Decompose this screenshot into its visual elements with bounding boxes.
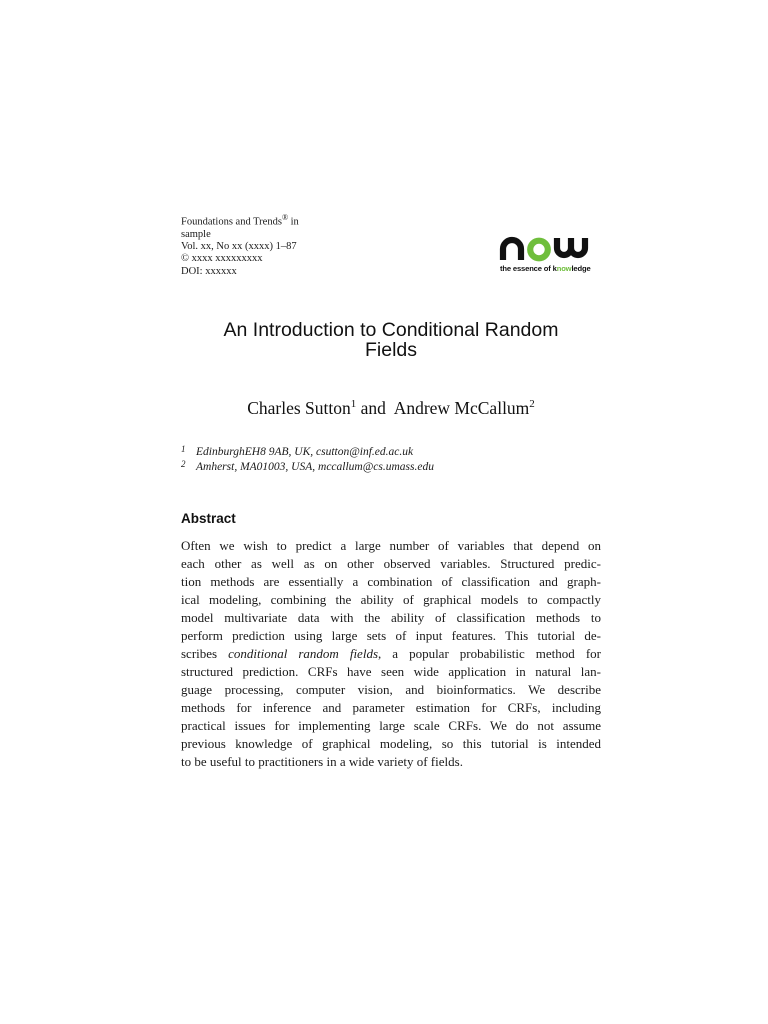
copyright-line: © xxxx xxxxxxxxx: [181, 253, 263, 265]
volume-info: Vol. xx, No xx (xxxx) 1–87: [181, 241, 297, 253]
abstract-line: ical modeling, combining the ability of graphical models to compactly: [181, 592, 601, 607]
now-wordmark-logo: [497, 232, 601, 262]
abstract-line: perform prediction using large sets of input features. This tutorial de-: [181, 628, 601, 643]
author-name: Andrew McCallum: [393, 398, 530, 418]
affiliation-item: 1 EdinburghEH8 9AB, UK, csutton@inf.ed.ac.uk: [181, 444, 414, 458]
abstract-line: model multivariate data with the ability of classification methods to: [181, 610, 601, 625]
affiliation-mark: 2: [529, 398, 535, 410]
abstract-line: Often we wish to predict a large number of variables that depend on: [181, 538, 601, 553]
affiliation-mark: 1: [350, 398, 357, 410]
abstract-body: [181, 537, 601, 771]
abstract-line: each other as well as on other observed variables. Structured predic-: [181, 556, 601, 571]
author-list: Charles Sutton$^1$ and Andrew McCallum$^2$: [247, 398, 535, 418]
journal-subtitle: sample: [181, 228, 211, 240]
author-name: Charles Sutton: [247, 398, 351, 418]
affiliation-item: 2 Amherst, MA01003, USA, mccallum@cs.umass.edu: [181, 459, 434, 473]
logo-tagline: the essence of knowledge: [500, 264, 591, 273]
publication-info: [181, 212, 381, 278]
abstract-line: structured prediction. CRFs have seen wide application in natural lan-: [181, 664, 601, 679]
copyright-symbol: ©: [181, 253, 189, 265]
journal-name: Foundations and Trends® in: [181, 213, 299, 228]
abstract-line: guage processing, computer vision, and bioinformatics. We describe: [181, 682, 601, 697]
doi: DOI: xxxxxx: [181, 265, 237, 277]
abstract-heading: Abstract: [181, 511, 236, 526]
abstract-line: tion methods are essentially a combination of classification and graph-: [181, 574, 601, 589]
affiliations: [181, 445, 601, 475]
abstract-line: previous knowledge of graphical modeling, so this tutorial is intended: [181, 736, 601, 751]
now-publishers-logo: [497, 232, 601, 276]
emphasized-term: conditional random fields: [228, 646, 378, 661]
paper-title: An Introduction to Conditional Random Fields: [223, 319, 559, 361]
abstract-line: methods for inference and parameter estimation for CRFs, including: [181, 700, 601, 715]
abstract-line: scribes conditional random fields, a popular probabilistic method for: [181, 646, 601, 661]
abstract-line: to be useful to practitioners in a wide variety of fields.: [181, 754, 463, 769]
registered-mark: ®: [281, 213, 289, 222]
abstract-line: practical issues for implementing large scale CRFs. We do not assume: [181, 718, 601, 733]
